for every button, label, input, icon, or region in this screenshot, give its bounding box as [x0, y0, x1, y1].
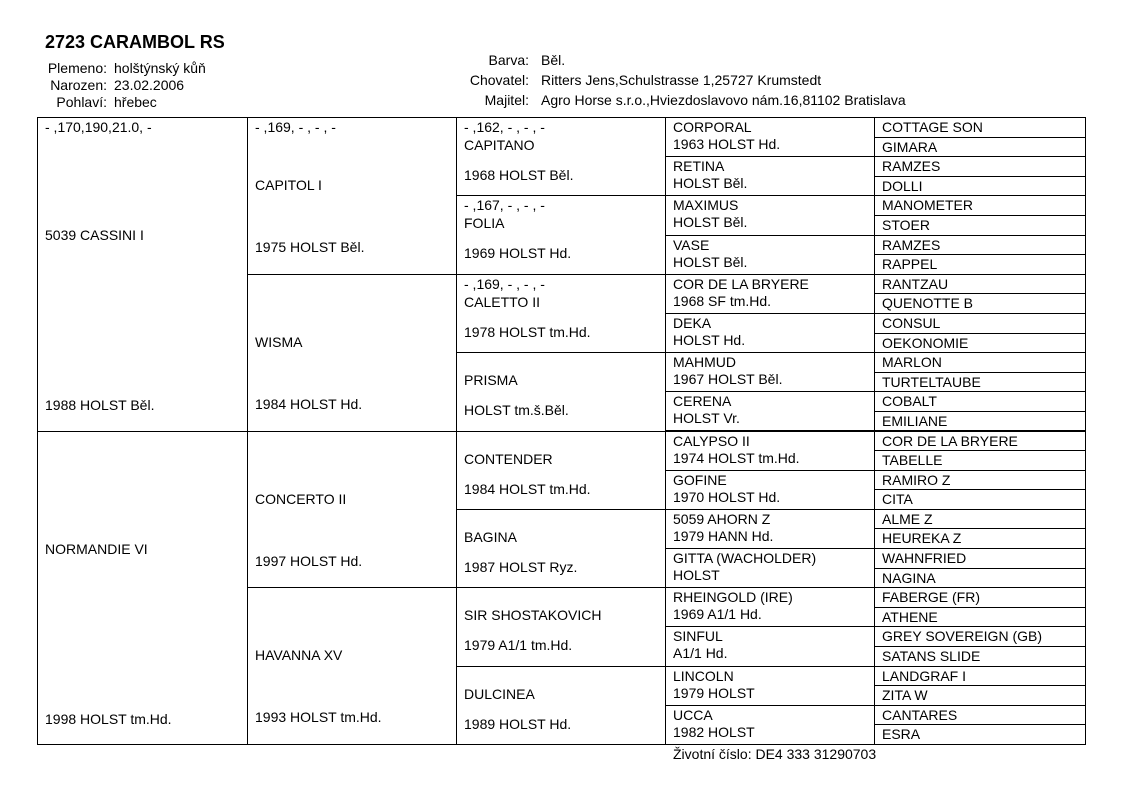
gen5-horse	[874, 352, 1086, 373]
horse-name: PRISMA	[464, 372, 518, 389]
horse-name: NAGINA	[882, 569, 936, 586]
gen3-horse	[456, 509, 666, 588]
horse-info: A1/1 Hd.	[673, 645, 728, 662]
horse-name: RAMIRO Z	[882, 471, 951, 488]
horse-name: GITTA (WACHOLDER)	[673, 550, 817, 567]
info-label: Pohlaví:	[56, 94, 107, 110]
gen5-horse	[874, 293, 1086, 314]
horse-name: CAPITOL I	[255, 177, 322, 193]
horse-info: 1987 HOLST Ryz.	[464, 558, 578, 575]
horse-name: COR DE LA BRYERE	[882, 432, 1018, 449]
horse-info: HOLST Běl.	[673, 175, 748, 192]
horse-info: 1969 HOLST Hd.	[464, 245, 572, 262]
horse-name: CALETTO II	[464, 293, 540, 310]
horse-info: HOLST	[673, 567, 720, 584]
info-value: Ritters Jens,Schulstrasse 1,25727 Krumstedt	[541, 72, 822, 88]
horse-name: VASE	[673, 236, 710, 253]
horse-name: TABELLE	[882, 452, 943, 469]
gen4-horse	[665, 313, 875, 353]
horse-name: TURTELTAUBE	[882, 373, 981, 390]
gen5-horse	[874, 489, 1086, 510]
gen2-horse	[247, 587, 457, 745]
gen5-horse	[874, 626, 1086, 647]
gen4-horse	[665, 235, 875, 275]
horse-name: NORMANDIE VI	[45, 540, 148, 557]
horse-name: 5059 AHORN Z	[673, 510, 771, 527]
horse-name: ZITA W	[882, 687, 928, 704]
gen3-horse	[456, 587, 666, 666]
horse-name: MAXIMUS	[673, 197, 739, 214]
gen4-horse	[665, 548, 875, 588]
life-number: Životní číslo: DE4 333 31290703	[673, 746, 877, 762]
horse-name: COR DE LA BRYERE	[673, 275, 809, 292]
gen2-horse	[247, 431, 457, 589]
horse-name: 5039 CASSINI I	[45, 227, 144, 243]
gen5-horse	[874, 685, 1086, 706]
horse-stats: - ,169, - , - , -	[255, 119, 336, 135]
horse-name: LINCOLN	[673, 667, 734, 684]
gen4-horse	[665, 470, 875, 510]
horse-name: RAPPEL	[882, 256, 938, 273]
horse-info: HOLST tm.š.Běl.	[464, 402, 569, 419]
horse-info: 1982 HOLST	[673, 723, 755, 740]
info-value: Běl.	[541, 52, 566, 68]
horse-name: CONCERTO II	[255, 490, 347, 507]
gen3-horse	[456, 666, 666, 745]
gen5-horse	[874, 137, 1086, 158]
horse-name: UCCA	[673, 706, 713, 723]
gen1-horse	[37, 431, 248, 746]
horse-info: HOLST Běl.	[673, 253, 748, 270]
horse-name: COTTAGE SON	[882, 119, 983, 135]
gen4-horse	[665, 156, 875, 196]
horse-name: GIMARA	[882, 138, 938, 155]
horse-name: CONSUL	[882, 314, 941, 331]
gen5-horse	[874, 724, 1086, 745]
gen5-horse	[874, 235, 1086, 256]
info-value: hřebec	[114, 94, 157, 110]
gen5-horse	[874, 176, 1086, 197]
gen5-horse	[874, 450, 1086, 471]
horse-name: RAMZES	[882, 158, 941, 175]
horse-name: OEKONOMIE	[882, 334, 969, 351]
gen5-horse	[874, 646, 1086, 667]
horse-name: DOLLI	[882, 177, 923, 194]
gen5-horse	[874, 666, 1086, 687]
gen4-horse	[665, 587, 875, 627]
horse-info: HOLST Vr.	[673, 410, 740, 427]
horse-name: GOFINE	[673, 471, 727, 488]
horse-info: 1988 HOLST Běl.	[45, 397, 155, 413]
horse-name: CALYPSO II	[673, 432, 750, 449]
gen2-horse	[247, 274, 457, 432]
horse-info: 1993 HOLST tm.Hd.	[255, 709, 382, 726]
horse-name: ALME Z	[882, 510, 933, 527]
horse-title: 2723 CARAMBOL RS	[45, 32, 225, 52]
horse-info: 1975 HOLST Běl.	[255, 239, 365, 255]
horse-stats: - ,162, - , - , -	[464, 119, 545, 135]
gen5-horse	[874, 372, 1086, 393]
horse-name: SINFUL	[673, 628, 723, 645]
horse-info: HOLST Běl.	[673, 214, 748, 231]
horse-name: RANTZAU	[882, 275, 949, 292]
horse-name: CANTARES	[882, 706, 958, 723]
horse-info: 1979 HOLST	[673, 684, 755, 701]
horse-stats: - ,170,190,21.0, -	[45, 119, 152, 135]
horse-info: 1997 HOLST Hd.	[255, 552, 363, 569]
gen4-horse	[665, 705, 875, 745]
horse-name: MANOMETER	[882, 197, 973, 214]
gen5-horse	[874, 333, 1086, 354]
horse-name: STOER	[882, 216, 930, 233]
gen4-horse	[665, 626, 875, 666]
horse-name: RAMZES	[882, 236, 941, 253]
horse-name: SATANS SLIDE	[882, 648, 981, 665]
horse-name: CERENA	[673, 393, 732, 410]
horse-name: DULCINEA	[464, 685, 535, 702]
horse-name: QUENOTTE B	[882, 295, 974, 312]
gen3-horse	[456, 195, 666, 274]
horse-name: WISMA	[255, 333, 303, 350]
info-label: Plemeno:	[47, 60, 107, 76]
horse-name: CORPORAL	[673, 119, 752, 135]
gen3-horse	[456, 274, 666, 353]
gen5-horse	[874, 607, 1086, 628]
horse-name: MARLON	[882, 354, 942, 371]
gen5-horse	[874, 470, 1086, 491]
horse-name: CITA	[882, 491, 913, 508]
gen5-horse	[874, 313, 1086, 334]
gen5-horse	[874, 587, 1086, 608]
gen2-horse	[247, 117, 457, 275]
info-label: Majitel:	[484, 92, 529, 108]
info-label: Narozen:	[50, 77, 107, 93]
gen5-horse	[874, 117, 1086, 138]
info-value: 23.02.2006	[114, 77, 185, 93]
gen4-horse	[665, 352, 875, 392]
horse-name: HEUREKA Z	[882, 530, 962, 547]
gen5-horse	[874, 568, 1086, 589]
info-value: Agro Horse s.r.o.,Hviezdoslavovo nám.16,81102 Bratislava	[541, 92, 906, 108]
horse-stats: - ,169, - , - , -	[464, 275, 545, 292]
gen5-horse	[874, 274, 1086, 295]
horse-name: LANDGRAF I	[882, 667, 967, 684]
horse-info: 1978 HOLST tm.Hd.	[464, 323, 591, 340]
horse-name: CAPITANO	[464, 137, 535, 153]
gen5-horse	[874, 391, 1086, 412]
gen5-horse	[874, 528, 1086, 549]
horse-name: WAHNFRIED	[882, 550, 967, 567]
info-label: Barva:	[488, 52, 529, 68]
horse-name: ESRA	[882, 726, 921, 743]
horse-info: 1974 HOLST tm.Hd.	[673, 449, 800, 466]
horse-name: RETINA	[673, 158, 725, 175]
gen5-horse	[874, 195, 1086, 216]
horse-info: 1979 A1/1 tm.Hd.	[464, 637, 573, 654]
horse-name: MAHMUD	[673, 354, 736, 371]
horse-name: FOLIA	[464, 215, 505, 232]
gen4-horse	[665, 391, 875, 431]
horse-info: 1998 HOLST tm.Hd.	[45, 710, 172, 727]
horse-name: SIR SHOSTAKOVICH	[464, 607, 602, 624]
horse-info: 1979 HANN Hd.	[673, 527, 774, 544]
horse-info: 1963 HOLST Hd.	[673, 136, 781, 152]
info-label: Chovatel:	[469, 72, 529, 88]
horse-info: 1984 HOLST tm.Hd.	[464, 480, 591, 497]
horse-info: 1968 SF tm.Hd.	[673, 292, 772, 309]
gen5-horse	[874, 156, 1086, 177]
horse-info: 1969 A1/1 Hd.	[673, 606, 762, 623]
gen4-horse	[665, 509, 875, 549]
gen5-horse	[874, 705, 1086, 726]
gen5-horse	[874, 411, 1086, 432]
gen5-horse	[874, 431, 1086, 452]
horse-info: 1967 HOLST Běl.	[673, 371, 783, 388]
horse-stats: - ,167, - , - , -	[464, 197, 545, 214]
gen1-horse	[37, 117, 248, 432]
gen4-horse	[665, 195, 875, 235]
horse-info: HOLST Hd.	[673, 331, 746, 348]
horse-name: GREY SOVEREIGN (GB)	[882, 628, 1042, 645]
gen3-horse	[456, 117, 666, 196]
horse-info: 1970 HOLST Hd.	[673, 488, 781, 505]
gen5-horse	[874, 548, 1086, 569]
horse-name: COBALT	[882, 393, 937, 410]
horse-info: 1989 HOLST Hd.	[464, 715, 572, 732]
horse-info: 1984 HOLST Hd.	[255, 395, 363, 412]
horse-name: EMILIANE	[882, 412, 948, 429]
gen5-horse	[874, 254, 1086, 275]
horse-name: HAVANNA XV	[255, 647, 343, 664]
gen5-horse	[874, 509, 1086, 530]
horse-name: CONTENDER	[464, 450, 553, 467]
gen4-horse	[665, 117, 875, 157]
horse-name: DEKA	[673, 314, 712, 331]
gen5-horse	[874, 215, 1086, 236]
info-value: holštýnský kůň	[114, 60, 206, 76]
horse-name: FABERGE (FR)	[882, 589, 981, 606]
gen4-horse	[665, 666, 875, 706]
gen4-horse	[665, 274, 875, 314]
horse-name: BAGINA	[464, 528, 517, 545]
horse-name: ATHENE	[882, 608, 938, 625]
gen4-horse	[665, 431, 875, 471]
horse-info: 1968 HOLST Běl.	[464, 167, 574, 183]
gen3-horse	[456, 431, 666, 510]
gen3-horse	[456, 352, 666, 431]
horse-name: RHEINGOLD (IRE)	[673, 589, 793, 606]
